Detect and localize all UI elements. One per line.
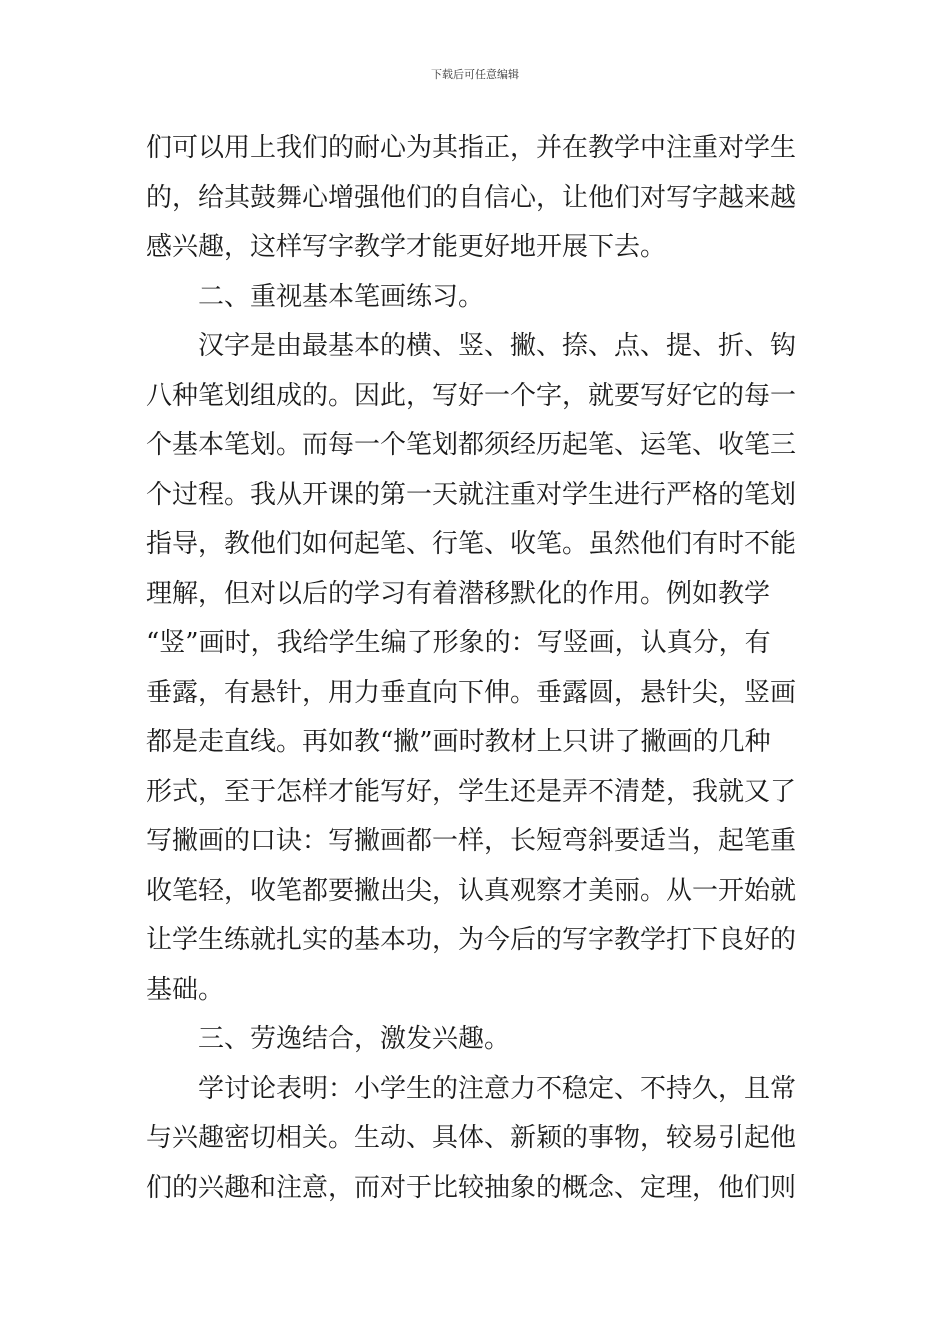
- text-line: 写撇画的口诀：写撇画都一样，长短弯斜要适当，起笔重: [146, 826, 797, 856]
- text-line: 二、重视基本笔画练习。: [198, 281, 485, 312]
- text-line: 个过程。我从开课的第一天就注重对学生进行严格的笔划: [146, 479, 797, 510]
- text-line: 让学生练就扎实的基本功，为今后的写字教学打下良好的: [146, 925, 797, 955]
- text-line: 学讨论表明：小学生的注意力不稳定、不持久，且常: [198, 1073, 797, 1104]
- document-body: [146, 124, 810, 1213]
- text-line: 指导，教他们如何起笔、行笔、收笔。虽然他们有时不能: [146, 529, 797, 559]
- text-line: 都是走直线。再如教“撇”画时教材上只讲了撇画的几种: [146, 727, 771, 757]
- text-line: 理解，但对以后的学习有着潜移默化的作用。例如教学: [146, 578, 771, 609]
- text-line: “竖”画时，我给学生编了形象的：写竖画，认真分，有: [146, 628, 771, 658]
- text-line: 垂露，有悬针，用力垂直向下伸。垂露圆，悬针尖，竖画: [146, 677, 797, 708]
- text-line: 形式，至于怎样才能写好，学生还是弄不清楚，我就又了: [146, 776, 797, 807]
- page-header: 下载后可任意编辑: [431, 68, 519, 81]
- text-line: 汉字是由最基本的横、竖、撇、捺、点、提、折、钩: [198, 331, 797, 361]
- text-line: 与兴趣密切相关。生动、具体、新颖的事物，较易引起他: [146, 1123, 797, 1153]
- text-line: 的，给其鼓舞心增强他们的自信心，让他们对写字越来越: [146, 182, 797, 213]
- text-line: 个基本笔划。而每一个笔划都须经历起笔、运笔、收笔三: [146, 430, 797, 460]
- text-line: 收笔轻，收笔都要撇出尖，认真观察才美丽。从一开始就: [146, 875, 797, 906]
- text-line: 感兴趣，这样写字教学才能更好地开展下去。: [146, 232, 667, 262]
- text-line: 基础。: [146, 974, 225, 1005]
- text-line: 们可以用上我们的耐心为其指正，并在教学中注重对学生: [146, 133, 797, 163]
- text-line: 们的兴趣和注意，而对于比较抽象的概念、定理，他们则: [146, 1172, 797, 1203]
- text-line: 八种笔划组成的。因此，写好一个字，就要写好它的每一: [146, 380, 797, 411]
- text-line: 三、劳逸结合，激发兴趣。: [198, 1024, 511, 1054]
